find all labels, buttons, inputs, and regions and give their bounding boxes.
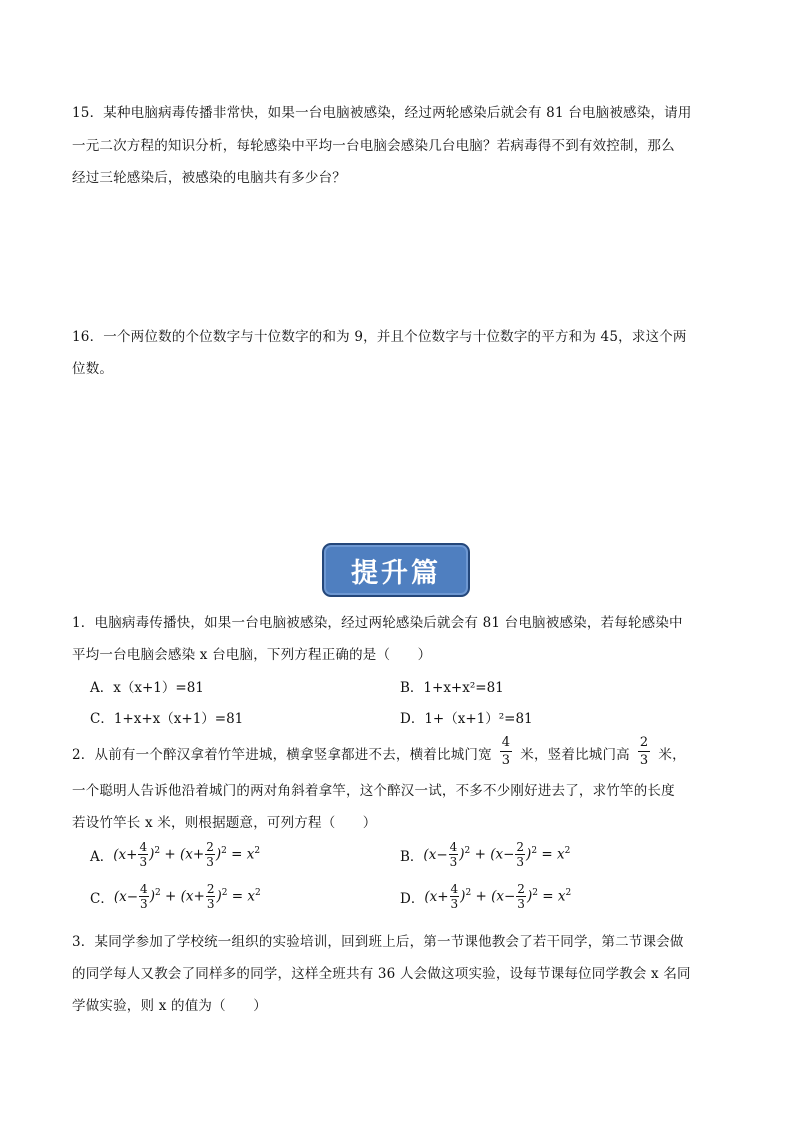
p2-option-b: B． (x− $\frac{4}{3}$ )$^2$ + (x− $\frac{2}{3}$ )$^2 = x^2$ bbox=[400, 840, 571, 869]
p1-line-2: 平均一台电脑会感染 x 台电脑，下列方程正确的是（ ） bbox=[72, 647, 432, 663]
equation: (x+ bbox=[113, 846, 138, 863]
q16-line-1: 16．一个两位数的个位数字与十位数字的和为 9，并且个位数字与十位数字的平方和为 45，求这个两 bbox=[72, 329, 687, 345]
p1-option-c: C．1+x+x（x+1）=81 bbox=[90, 711, 244, 727]
fraction: $\frac{2}{3}$ bbox=[206, 840, 214, 869]
p3-line-1: 3．某同学参加了学校统一组织的实验培训，回到班上后，第一节课他教会了若干同学，第二节课会做 bbox=[72, 934, 684, 950]
q15-line-3: 经过三轮感染后，被感染的电脑共有多少台？ bbox=[72, 170, 346, 186]
option-label: B． bbox=[400, 848, 424, 865]
option-label: C． bbox=[90, 890, 114, 907]
fraction-four-thirds bbox=[500, 734, 512, 769]
p2-option-c: C． (x− $\frac{4}{3}$ )$^2$ + (x+ $\frac{2}{3}$ )$^2 = x^2$ bbox=[90, 882, 261, 911]
p3-line-3: 学做实验，则 x 的值为（ ） bbox=[72, 998, 267, 1014]
equation: (x+ bbox=[424, 888, 449, 905]
fraction: $\frac{2}{3}$ bbox=[517, 882, 525, 911]
p1-option-d: D．1+（x+1）²=81 bbox=[400, 711, 533, 727]
p1-option-b: B．1+x+x²=81 bbox=[400, 680, 504, 696]
fraction-two-thirds bbox=[638, 734, 650, 769]
p1-line-1: 1．电脑病毒传播快，如果一台电脑被感染，经过两轮感染后就会有 81 台电脑被感染，若每轮感染中 bbox=[72, 615, 683, 631]
p1-option-a: A．x（x+1）=81 bbox=[90, 680, 204, 696]
q15-line-1: 15．某种电脑病毒传播非常快，如果一台电脑被感染，经过两轮感染后就会有 81 台电脑被感染，请用 bbox=[72, 105, 692, 121]
fraction: $\frac{4}{3}$ bbox=[139, 840, 148, 869]
equation: (x− bbox=[423, 846, 448, 863]
fraction: $\frac{4}{3}$ bbox=[140, 882, 148, 911]
fraction-denominator: 3 bbox=[639, 752, 649, 768]
q15-line-2: 一元二次方程的知识分析，每轮感染中平均一台电脑会感染几台电脑？若病毒得不到有效控制，那么 bbox=[72, 138, 675, 154]
equation: (x− bbox=[113, 888, 139, 905]
p2-line-1-part-b: 米，竖着比城门高 bbox=[520, 747, 630, 763]
section-badge: 提升篇 bbox=[322, 543, 470, 597]
option-label: D． bbox=[400, 890, 425, 907]
fraction: $\frac{4}{3}$ bbox=[450, 882, 459, 911]
q16-line-2: 位数。 bbox=[72, 361, 114, 377]
p2-option-d: D． (x+ $\frac{4}{3}$ )$^2$ + (x− $\frac{2}{3}$ )$^2 = x^2$ bbox=[400, 882, 572, 911]
p2-line-2: 一个聪明人告诉他沿着城门的两对角斜着拿竿，这个醉汉一试，不多不少刚好进去了，求竹竿的长度 bbox=[72, 783, 675, 799]
p2-line-3: 若设竹竿长 x 米，则根据题意，可列方程（ ） bbox=[72, 815, 377, 831]
p2-option-a: A． (x+ $\frac{4}{3}$ )$^2$ + (x+ $\frac{2}{3}$ )$^2 = x^2$ bbox=[90, 840, 261, 869]
p2-line-1 bbox=[72, 733, 686, 773]
fraction: $\frac{2}{3}$ bbox=[516, 840, 525, 869]
fraction: $\frac{4}{3}$ bbox=[449, 840, 458, 869]
option-label: A． bbox=[90, 848, 114, 865]
fraction: $\frac{2}{3}$ bbox=[206, 882, 215, 911]
fraction-numerator: 2 bbox=[639, 734, 649, 750]
p2-line-1-part-c: 米， bbox=[658, 747, 686, 763]
fraction-denominator: 3 bbox=[501, 752, 511, 768]
p3-line-2: 的同学每人又教会了同样多的同学，这样全班共有 36 人会做这项实验，设每节课每位同学教会 x 名同 bbox=[72, 966, 691, 982]
p2-line-1-part-a: 2．从前有一个醉汉拿着竹竿进城，横拿竖拿都进不去，横着比城门宽 bbox=[72, 747, 492, 763]
fraction-numerator: 4 bbox=[501, 734, 511, 750]
